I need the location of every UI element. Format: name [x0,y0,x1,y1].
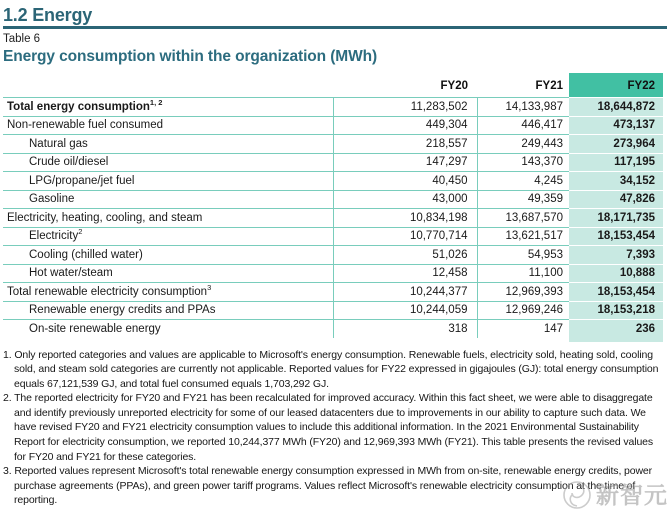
cell-fy22: 18,153,218 [569,301,663,320]
row-label: Total renewable electricity consumption$^3$ [3,283,333,302]
cell-fy22: 10,888 [569,264,663,283]
row-label: Total energy consumption$^{1, 2}$ [3,98,333,117]
col-header-blank [3,73,333,98]
footnotes [3,348,667,509]
cell-fy22: 7,393 [569,246,663,265]
table-title: Energy consumption within the organization (MWh) [3,48,378,65]
footnote-ref: 2 [78,227,83,237]
footnote [3,391,667,464]
energy-consumption-table [3,73,663,342]
table-row [3,227,663,246]
table-body [3,98,663,342]
footnote-text: The reported electricity for FY20 and FY21 has been recalculated for improved accuracy. Within this fact sheet, we were able to disaggregate and identify previously unreported electricity for some of our leased datacenters due to improvements in our ability to capture such data. We have revised FY20 and FY21 electricity consumption values to include this additional information. In the 2021 Environmental Sustainability Report for electricity consumption, we reported 10,244,377 MWh (FY20) and 12,969,393 MWh (FY21). This table presents the revised values for FY20 and FY21 for these categories. [14,392,654,463]
table-row [3,172,663,191]
cell-fy22: 117,195 [569,153,663,172]
cell-fy21: 446,417 [477,116,569,135]
footnote [3,464,667,508]
row-label: Gasoline [3,190,333,209]
table-row [3,135,663,154]
table-spacer-row [3,338,663,342]
table-row [3,153,663,172]
cell-fy22: 273,964 [569,135,663,154]
cell-fy22: 34,152 [569,172,663,191]
cell-fy20: 449,304 [333,116,477,135]
table-row [3,246,663,265]
table-row [3,320,663,338]
cell-fy21: 147 [477,320,569,338]
cell-fy21: 4,245 [477,172,569,191]
table-label: Table 6 [3,33,41,45]
cell-fy20: 11,283,502 [333,98,477,117]
cell-fy22: 473,137 [569,116,663,135]
cell-fy20: 147,297 [333,153,477,172]
col-header-fy20: FY20 [333,73,477,98]
cell-fy21: 12,969,393 [477,283,569,302]
row-label: On-site renewable energy [29,322,161,335]
watermark-text: 新智元 [596,481,668,508]
table-row [3,264,663,283]
cell-fy20: 10,834,198 [333,209,477,228]
col-header-fy22: FY22 [569,73,663,98]
cell-fy21: 13,621,517 [477,227,569,246]
footnote-text: Reported values represent Microsoft's total renewable energy consumption expressed in MWh from on-site, renewable energy credits, power purchase agreements (PPAs), and green power tariff programs. Values reflect Microsoft's renewable electricity consumption at the time of reporting. [14,465,653,507]
footnote-text: Only reported categories and values are applicable to Microsoft's energy consumption. Renewable fuels, electricity sold, heating sold, cooling sold, and steam sold categories are currently not applicable. Reported values for FY22 expressed in gigajoules (GJ): total energy consumption equals 67,121,539 GJ, and total fuel consumed equals 1,703,292 GJ. [14,348,659,390]
footnote-number: 2. [3,392,15,405]
table-row [3,301,663,320]
cell-fy21: 12,969,246 [477,301,569,320]
cell-fy22: 18,153,454 [569,227,663,246]
footnote-number: 1. [3,348,15,361]
row-label: Hot water/steam [3,264,333,283]
cell-fy22: 47,826 [569,190,663,209]
cell-fy20: 10,244,059 [333,301,477,320]
cell-fy21: 49,359 [477,190,569,209]
cell-fy22: 236 [569,320,663,338]
cell-fy21: 249,443 [477,135,569,154]
footnote [3,348,667,392]
row-label: Renewable energy credits and PPAs [3,301,333,320]
cell-fy20: 318 [333,320,477,338]
table-header-row [3,73,663,98]
footnote-number: 3. [3,465,15,478]
cell-fy22: 18,171,735 [569,209,663,228]
cell-fy20: 10,244,377 [333,283,477,302]
row-label: Cooling (chilled water) [3,246,333,265]
cell-fy21: 54,953 [477,246,569,265]
footnote-ref: 1, 2 [149,97,163,107]
cell-fy21: 14,133,987 [477,98,569,117]
col-header-fy21: FY21 [477,73,569,98]
cell-fy22: 18,153,454 [569,283,663,302]
table-row [3,190,663,209]
section-title: 1.2 Energy [3,5,93,25]
cell-fy21: 11,100 [477,264,569,283]
cell-fy21: 13,687,570 [477,209,569,228]
row-label: Electricity, heating, cooling, and steam [3,209,333,228]
cell-fy20: 51,026 [333,246,477,265]
table-row [3,116,663,135]
row-label: Natural gas [3,135,333,154]
section-divider [3,26,667,29]
row-label: Electricity$^2$ [3,227,333,246]
footnote-ref: 3 [207,282,212,292]
table-row [3,209,663,228]
cell-fy20: 43,000 [333,190,477,209]
table-row [3,283,663,302]
table-row [3,98,663,117]
cell-fy21: 143,370 [477,153,569,172]
row-label: LPG/propane/jet fuel [3,172,333,191]
cell-fy20: 40,450 [333,172,477,191]
row-label: Non-renewable fuel consumed [3,116,333,135]
cell-fy22: 18,644,872 [569,98,663,117]
cell-fy20: 12,458 [333,264,477,283]
cell-fy20: 10,770,714 [333,227,477,246]
row-label: Crude oil/diesel [3,153,333,172]
cell-fy20: 218,557 [333,135,477,154]
